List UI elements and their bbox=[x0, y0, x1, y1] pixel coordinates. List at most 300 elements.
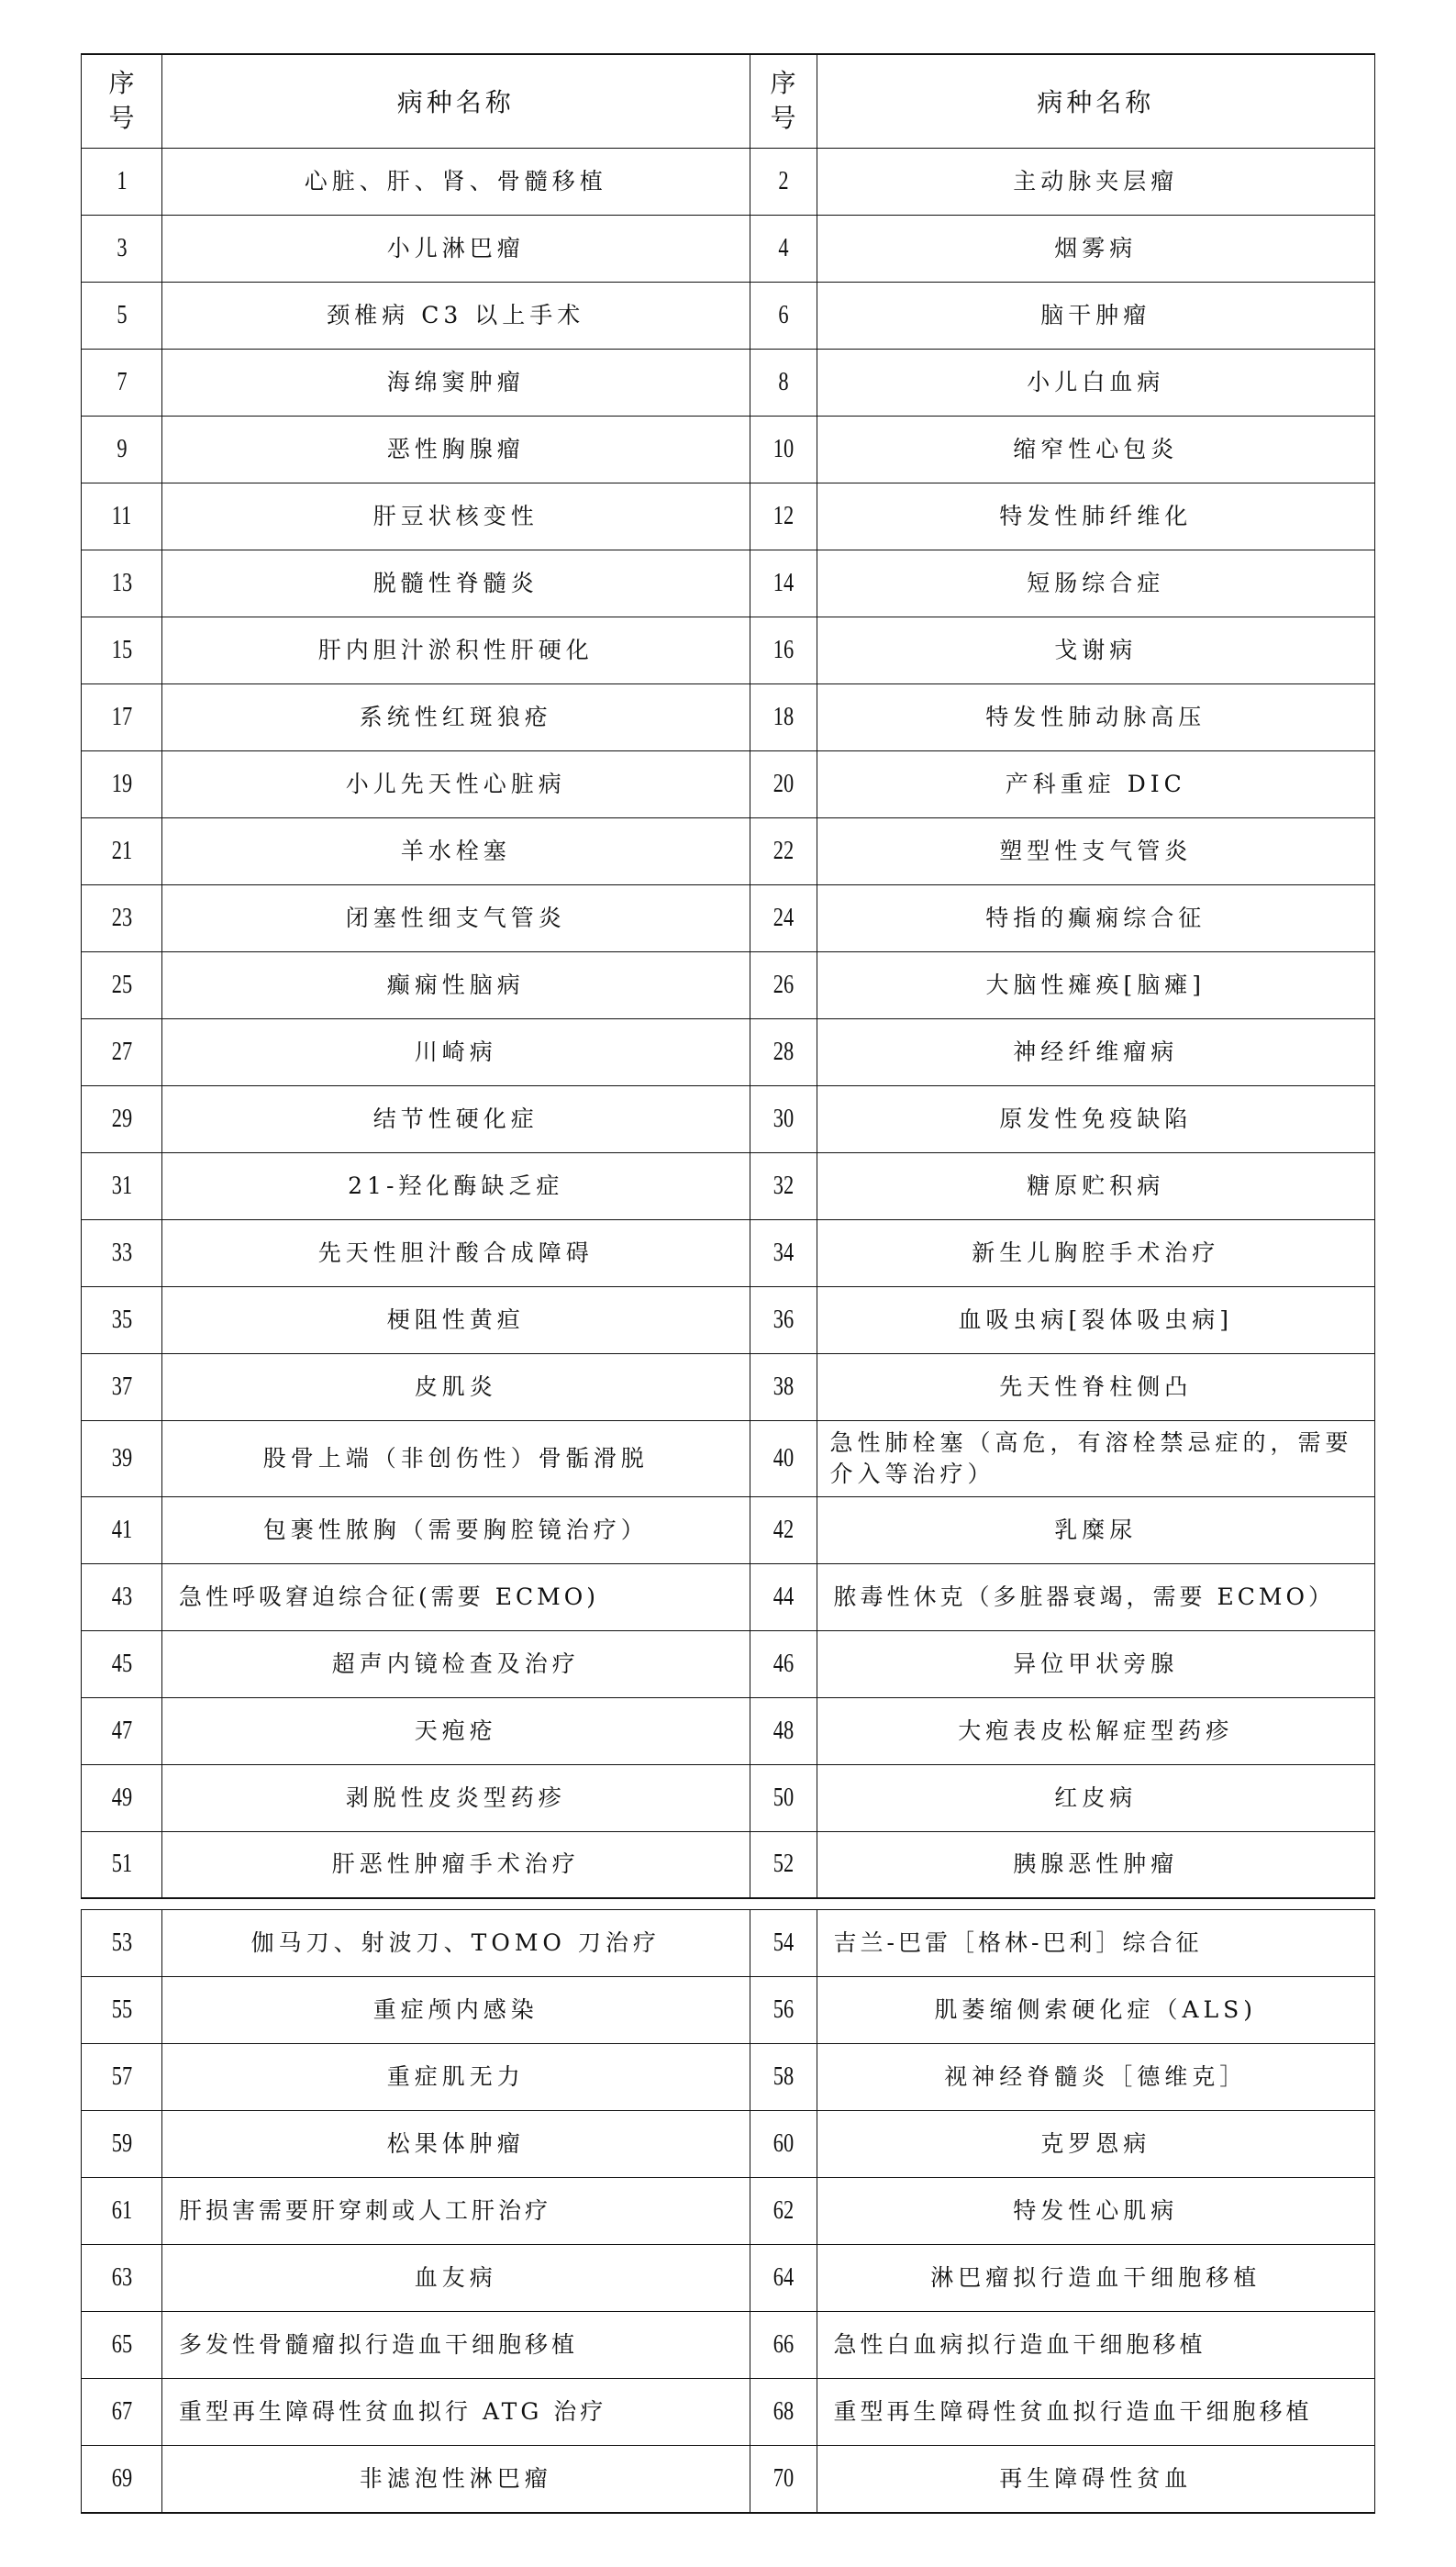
disease-name-cell bbox=[817, 817, 1374, 884]
serial-number-cell bbox=[82, 1977, 162, 2044]
disease-name-cell bbox=[162, 617, 750, 683]
disease-name-cell bbox=[817, 349, 1374, 416]
disease-name-cell bbox=[817, 2245, 1374, 2312]
disease-name-cell bbox=[162, 1085, 750, 1152]
serial-number-cell bbox=[82, 550, 162, 617]
disease-name: 短肠综合症 bbox=[1027, 569, 1165, 596]
serial-number-cell bbox=[82, 2111, 162, 2178]
disease-name-cell bbox=[162, 1563, 750, 1630]
disease-name-cell bbox=[817, 683, 1374, 750]
disease-name-cell bbox=[817, 2379, 1374, 2446]
serial-number-cell bbox=[750, 1831, 817, 1898]
table-row bbox=[82, 817, 1375, 884]
table-row bbox=[82, 2379, 1375, 2446]
disease-name: 特发性肺动脉高压 bbox=[985, 703, 1206, 730]
serial-number-cell bbox=[82, 1018, 162, 1085]
disease-name: 急性白血病拟行造血干细胞移植 bbox=[833, 2331, 1206, 2358]
disease-name: 神经纤维瘤病 bbox=[1013, 1038, 1179, 1065]
serial-number-cell bbox=[82, 1764, 162, 1831]
disease-name: 红皮病 bbox=[1054, 1784, 1138, 1811]
disease-name: 非滤泡性淋巴瘤 bbox=[359, 2464, 552, 2492]
disease-name: 再生障碍性贫血 bbox=[999, 2464, 1193, 2492]
serial-number-cell bbox=[750, 2111, 817, 2178]
disease-name-cell bbox=[162, 550, 750, 617]
disease-name: 小儿先天性心脏病 bbox=[345, 770, 566, 797]
disease-name: 癫痫性脑病 bbox=[386, 971, 525, 998]
serial-number: 62 bbox=[772, 2196, 794, 2225]
table-row bbox=[82, 1563, 1375, 1630]
disease-name: 淋巴瘤拟行造血干细胞移植 bbox=[930, 2264, 1261, 2291]
disease-name: 大脑性瘫痪[脑瘫] bbox=[985, 971, 1206, 998]
disease-name-cell bbox=[162, 1353, 750, 1420]
serial-number-cell bbox=[82, 1353, 162, 1420]
disease-name-cell bbox=[162, 2111, 750, 2178]
serial-number: 23 bbox=[111, 903, 132, 932]
serial-number: 70 bbox=[772, 2463, 794, 2493]
disease-name: 系统性红斑狼疮 bbox=[359, 703, 552, 730]
disease-name: 大疱表皮松解症型药疹 bbox=[958, 1717, 1234, 1744]
disease-name: 塑型性支气管炎 bbox=[999, 837, 1193, 864]
serial-number-cell bbox=[750, 2379, 817, 2446]
serial-number: 8 bbox=[777, 367, 789, 396]
serial-number: 28 bbox=[772, 1037, 794, 1066]
disease-name: 脓毒性休克（多脏器衰竭，需要 ECMO） bbox=[833, 1583, 1335, 1610]
disease-name-cell bbox=[817, 1697, 1374, 1764]
disease-name: 缩窄性心包炎 bbox=[1013, 435, 1179, 462]
serial-number: 51 bbox=[111, 1850, 132, 1879]
serial-number-cell bbox=[750, 483, 817, 550]
serial-number: 14 bbox=[772, 568, 794, 597]
disease-name-cell bbox=[817, 483, 1374, 550]
disease-name-cell bbox=[817, 1496, 1374, 1563]
table-row bbox=[82, 1496, 1375, 1563]
serial-number: 58 bbox=[772, 2062, 794, 2091]
serial-number-cell bbox=[82, 1152, 162, 1219]
serial-number: 47 bbox=[111, 1716, 132, 1745]
serial-number-cell bbox=[82, 349, 162, 416]
serial-number: 19 bbox=[111, 769, 132, 798]
header-disease-name-right: 病种名称 bbox=[817, 54, 1374, 148]
serial-number: 2 bbox=[777, 166, 789, 195]
serial-number-cell bbox=[750, 817, 817, 884]
table-row bbox=[82, 1977, 1375, 2044]
disease-name: 肝恶性肿瘤手术治疗 bbox=[331, 1850, 580, 1878]
serial-number-cell bbox=[750, 1764, 817, 1831]
table-row bbox=[82, 2245, 1375, 2312]
disease-name: 脑干肿瘤 bbox=[1040, 301, 1151, 328]
disease-name-cell bbox=[162, 416, 750, 483]
table-row bbox=[82, 2446, 1375, 2513]
disease-name-cell bbox=[817, 1018, 1374, 1085]
disease-name: 结节性硬化症 bbox=[372, 1105, 539, 1132]
disease-name: 特指的癫痫综合征 bbox=[985, 904, 1206, 931]
serial-number-cell bbox=[82, 483, 162, 550]
disease-name: 糖原贮积病 bbox=[1027, 1172, 1165, 1199]
disease-name: 脱髓性脊髓炎 bbox=[372, 569, 539, 596]
serial-number-cell bbox=[750, 2044, 817, 2111]
disease-name: 克罗恩病 bbox=[1040, 2130, 1151, 2157]
disease-name: 主动脉夹层瘤 bbox=[1013, 167, 1179, 194]
disease-name: 超声内镜检查及治疗 bbox=[331, 1650, 580, 1677]
disease-name-cell bbox=[162, 1764, 750, 1831]
serial-number-cell bbox=[82, 1910, 162, 1977]
serial-number-cell bbox=[750, 1496, 817, 1563]
serial-number: 15 bbox=[111, 635, 132, 664]
serial-number-cell bbox=[750, 1697, 817, 1764]
serial-number-cell bbox=[82, 683, 162, 750]
serial-number-cell bbox=[750, 2245, 817, 2312]
disease-name-cell bbox=[817, 1563, 1374, 1630]
disease-name: 多发性骨髓瘤拟行造血干细胞移植 bbox=[179, 2331, 579, 2358]
serial-number: 3 bbox=[116, 233, 128, 262]
disease-name-cell bbox=[817, 1630, 1374, 1697]
disease-name-cell bbox=[162, 483, 750, 550]
disease-name: 吉兰-巴雷［格林-巴利］综合征 bbox=[833, 1929, 1203, 1956]
table-row bbox=[82, 2111, 1375, 2178]
serial-number-cell bbox=[750, 1977, 817, 2044]
serial-number: 10 bbox=[772, 434, 794, 463]
table-row bbox=[82, 1910, 1375, 1977]
serial-number-cell bbox=[750, 215, 817, 282]
header-serial-number-left: 序 号 bbox=[82, 54, 162, 148]
disease-name: 异位甲状旁腺 bbox=[1013, 1650, 1179, 1677]
table-row bbox=[82, 1831, 1375, 1898]
serial-number-cell bbox=[750, 951, 817, 1018]
serial-number-cell bbox=[750, 683, 817, 750]
disease-name-cell bbox=[817, 148, 1374, 215]
serial-number-cell bbox=[750, 1152, 817, 1219]
disease-name: 烟雾病 bbox=[1054, 234, 1138, 261]
disease-table-part-2 bbox=[81, 1909, 1375, 2514]
serial-number: 66 bbox=[772, 2330, 794, 2359]
serial-number: 11 bbox=[111, 501, 132, 530]
table-row bbox=[82, 1018, 1375, 1085]
table-body bbox=[82, 1910, 1375, 2513]
table-row bbox=[82, 951, 1375, 1018]
disease-name: 肝内胆汁淤积性肝硬化 bbox=[317, 636, 594, 663]
disease-name-cell bbox=[817, 884, 1374, 951]
disease-name: 21-羟化酶缺乏症 bbox=[348, 1172, 564, 1199]
serial-number-cell bbox=[82, 215, 162, 282]
serial-number: 7 bbox=[116, 367, 128, 396]
disease-name: 羊水栓塞 bbox=[400, 837, 511, 864]
serial-number-cell bbox=[750, 884, 817, 951]
serial-number: 12 bbox=[772, 501, 794, 530]
disease-name-cell bbox=[817, 2312, 1374, 2379]
table-row bbox=[82, 1697, 1375, 1764]
serial-number: 54 bbox=[772, 1928, 794, 1957]
serial-number-cell bbox=[82, 1630, 162, 1697]
disease-name: 产科重症 DIC bbox=[1005, 770, 1186, 797]
serial-number-cell bbox=[750, 1219, 817, 1286]
serial-number-cell bbox=[750, 1353, 817, 1420]
table-row bbox=[82, 483, 1375, 550]
disease-name: 特发性肺纤维化 bbox=[999, 502, 1193, 529]
disease-name-cell bbox=[817, 416, 1374, 483]
disease-name-cell bbox=[162, 1152, 750, 1219]
serial-number-cell bbox=[750, 1085, 817, 1152]
serial-number: 31 bbox=[111, 1171, 132, 1200]
table-row bbox=[82, 1085, 1375, 1152]
table-row bbox=[82, 1219, 1375, 1286]
serial-number: 48 bbox=[772, 1716, 794, 1745]
serial-number-cell bbox=[750, 1420, 817, 1496]
table-row bbox=[82, 1630, 1375, 1697]
disease-name-cell bbox=[817, 1977, 1374, 2044]
serial-number: 41 bbox=[111, 1515, 132, 1544]
table-row bbox=[82, 1152, 1375, 1219]
disease-name: 海绵窦肿瘤 bbox=[386, 368, 525, 395]
serial-number: 30 bbox=[772, 1104, 794, 1133]
table-row bbox=[82, 1420, 1375, 1496]
serial-number-cell bbox=[750, 1286, 817, 1353]
table-row bbox=[82, 349, 1375, 416]
disease-name-cell bbox=[817, 1353, 1374, 1420]
disease-name: 先天性脊柱侧凸 bbox=[999, 1372, 1193, 1400]
disease-name: 包裹性脓胸（需要胸腔镜治疗） bbox=[262, 1516, 649, 1543]
disease-name: 重症肌无力 bbox=[386, 2063, 525, 2090]
table-row bbox=[82, 1353, 1375, 1420]
serial-number-cell bbox=[82, 2245, 162, 2312]
table-row bbox=[82, 617, 1375, 683]
disease-name-cell bbox=[162, 2178, 750, 2245]
serial-number: 52 bbox=[772, 1850, 794, 1879]
disease-name-cell bbox=[162, 1496, 750, 1563]
serial-number-cell bbox=[82, 750, 162, 817]
serial-number: 42 bbox=[772, 1515, 794, 1544]
disease-name: 重症颅内感染 bbox=[372, 1996, 539, 2023]
disease-name: 闭塞性细支气管炎 bbox=[345, 904, 566, 931]
disease-name-cell bbox=[162, 215, 750, 282]
serial-number-cell bbox=[82, 1697, 162, 1764]
disease-name-cell bbox=[162, 2044, 750, 2111]
disease-name: 小儿淋巴瘤 bbox=[386, 234, 525, 261]
serial-number: 33 bbox=[111, 1238, 132, 1267]
serial-number: 55 bbox=[111, 1995, 132, 2024]
disease-name-cell bbox=[162, 683, 750, 750]
serial-number-cell bbox=[82, 148, 162, 215]
serial-number: 50 bbox=[772, 1783, 794, 1812]
serial-number: 25 bbox=[111, 970, 132, 999]
disease-name: 视神经脊髓炎［德维克］ bbox=[944, 2063, 1248, 2090]
serial-number: 69 bbox=[111, 2463, 132, 2493]
disease-name: 颈椎病 C3 以上手术 bbox=[327, 301, 585, 328]
serial-number: 64 bbox=[772, 2263, 794, 2292]
table-row bbox=[82, 884, 1375, 951]
serial-number-cell bbox=[750, 750, 817, 817]
serial-number: 67 bbox=[111, 2397, 132, 2426]
disease-name: 川崎病 bbox=[414, 1038, 497, 1065]
disease-name-cell bbox=[817, 1152, 1374, 1219]
disease-name-cell bbox=[162, 1420, 750, 1496]
disease-name: 心脏、肝、肾、骨髓移植 bbox=[304, 167, 607, 194]
serial-number: 27 bbox=[111, 1037, 132, 1066]
table-row bbox=[82, 282, 1375, 349]
disease-name: 乳糜尿 bbox=[1054, 1516, 1138, 1543]
serial-number: 13 bbox=[111, 568, 132, 597]
serial-number: 26 bbox=[772, 970, 794, 999]
disease-name: 重型再生障碍性贫血拟行 ATG 治疗 bbox=[179, 2398, 607, 2425]
disease-name: 新生儿胸腔手术治疗 bbox=[972, 1239, 1220, 1266]
serial-number: 29 bbox=[111, 1104, 132, 1133]
serial-number: 20 bbox=[772, 769, 794, 798]
disease-name: 松果体肿瘤 bbox=[386, 2130, 525, 2157]
table-row bbox=[82, 416, 1375, 483]
disease-name-cell bbox=[817, 215, 1374, 282]
serial-number-cell bbox=[82, 2379, 162, 2446]
disease-name-cell bbox=[817, 1831, 1374, 1898]
disease-name-cell bbox=[817, 951, 1374, 1018]
disease-name: 股骨上端（非创伤性）骨骺滑脱 bbox=[262, 1444, 649, 1472]
disease-name: 急性肺栓塞（高危，有溶栓禁忌症的，需要介入等治疗） bbox=[829, 1428, 1353, 1487]
serial-number: 68 bbox=[772, 2397, 794, 2426]
serial-number: 53 bbox=[111, 1928, 132, 1957]
disease-name-cell bbox=[817, 2111, 1374, 2178]
disease-name-cell bbox=[817, 1085, 1374, 1152]
table-row bbox=[82, 2044, 1375, 2111]
serial-number: 37 bbox=[111, 1372, 132, 1401]
disease-name-cell bbox=[162, 1977, 750, 2044]
disease-name: 恶性胸腺瘤 bbox=[386, 435, 525, 462]
serial-number-cell bbox=[82, 416, 162, 483]
table-row bbox=[82, 683, 1375, 750]
serial-number: 6 bbox=[777, 300, 789, 329]
serial-number: 16 bbox=[772, 635, 794, 664]
serial-number: 1 bbox=[116, 166, 128, 195]
table-row bbox=[82, 550, 1375, 617]
disease-name-cell bbox=[817, 1764, 1374, 1831]
serial-number: 57 bbox=[111, 2062, 132, 2091]
disease-name: 重型再生障碍性贫血拟行造血干细胞移植 bbox=[833, 2398, 1313, 2425]
table-header-row bbox=[82, 54, 1375, 148]
serial-number-cell bbox=[82, 1496, 162, 1563]
disease-name-cell bbox=[817, 2446, 1374, 2513]
disease-name-cell bbox=[817, 1219, 1374, 1286]
disease-name-cell bbox=[162, 1831, 750, 1898]
disease-name-cell bbox=[162, 148, 750, 215]
serial-number: 36 bbox=[772, 1305, 794, 1334]
disease-name-cell bbox=[162, 884, 750, 951]
serial-number-cell bbox=[750, 1630, 817, 1697]
disease-name: 原发性免疫缺陷 bbox=[999, 1105, 1193, 1132]
disease-name: 伽马刀、射波刀、TOMO 刀治疗 bbox=[250, 1929, 661, 1956]
disease-name-cell bbox=[162, 349, 750, 416]
disease-name-cell bbox=[162, 2245, 750, 2312]
serial-number: 39 bbox=[111, 1443, 132, 1472]
disease-name: 肝豆状核变性 bbox=[372, 502, 539, 529]
disease-name-cell bbox=[162, 817, 750, 884]
serial-number-cell bbox=[750, 282, 817, 349]
disease-name: 胰腺恶性肿瘤 bbox=[1013, 1850, 1179, 1878]
table-row bbox=[82, 2312, 1375, 2379]
disease-name: 剥脱性皮炎型药疹 bbox=[345, 1784, 566, 1811]
serial-number-cell bbox=[82, 2312, 162, 2379]
serial-number-cell bbox=[82, 1085, 162, 1152]
disease-name-cell bbox=[162, 2446, 750, 2513]
serial-number-cell bbox=[750, 2446, 817, 2513]
disease-name-cell bbox=[817, 2044, 1374, 2111]
serial-number: 32 bbox=[772, 1171, 794, 1200]
disease-name-cell bbox=[817, 1910, 1374, 1977]
serial-number: 9 bbox=[116, 434, 128, 463]
table-row bbox=[82, 1764, 1375, 1831]
disease-name: 肝损害需要肝穿刺或人工肝治疗 bbox=[179, 2197, 552, 2224]
serial-number-cell bbox=[82, 2446, 162, 2513]
disease-name-cell bbox=[817, 550, 1374, 617]
serial-number: 38 bbox=[772, 1372, 794, 1401]
serial-number: 59 bbox=[111, 2129, 132, 2158]
serial-number-cell bbox=[82, 1831, 162, 1898]
serial-number-cell bbox=[82, 282, 162, 349]
disease-name: 血友病 bbox=[414, 2264, 497, 2291]
disease-name-cell bbox=[162, 951, 750, 1018]
disease-name-cell bbox=[162, 1630, 750, 1697]
disease-name: 戈谢病 bbox=[1054, 636, 1138, 663]
serial-number-cell bbox=[750, 617, 817, 683]
disease-name: 梗阻性黄疸 bbox=[386, 1306, 525, 1333]
serial-number: 34 bbox=[772, 1238, 794, 1267]
serial-number-cell bbox=[82, 617, 162, 683]
serial-number-cell bbox=[750, 416, 817, 483]
table-body bbox=[82, 148, 1375, 1898]
disease-name: 肌萎缩侧索硬化症（ALS) bbox=[934, 1996, 1258, 2023]
header-serial-number-right: 序 号 bbox=[750, 54, 817, 148]
disease-name-cell bbox=[817, 1420, 1374, 1496]
serial-number: 43 bbox=[111, 1582, 132, 1611]
serial-number-cell bbox=[82, 1286, 162, 1353]
disease-name-cell bbox=[162, 2379, 750, 2446]
serial-number: 44 bbox=[772, 1582, 794, 1611]
serial-number: 40 bbox=[772, 1443, 794, 1472]
serial-number-cell bbox=[750, 1018, 817, 1085]
serial-number-cell bbox=[82, 951, 162, 1018]
serial-number-cell bbox=[750, 148, 817, 215]
serial-number: 60 bbox=[772, 2129, 794, 2158]
disease-name-cell bbox=[162, 282, 750, 349]
serial-number-cell bbox=[750, 2312, 817, 2379]
serial-number: 18 bbox=[772, 702, 794, 731]
serial-number: 4 bbox=[777, 233, 789, 262]
table-row bbox=[82, 750, 1375, 817]
disease-name: 皮肌炎 bbox=[414, 1372, 497, 1400]
disease-name-cell bbox=[162, 2312, 750, 2379]
disease-name-cell bbox=[162, 1018, 750, 1085]
serial-number-cell bbox=[82, 2178, 162, 2245]
serial-number: 49 bbox=[111, 1783, 132, 1812]
disease-name: 先天性胆汁酸合成障碍 bbox=[317, 1239, 594, 1266]
serial-number: 17 bbox=[111, 702, 132, 731]
disease-name-cell bbox=[817, 2178, 1374, 2245]
table-row bbox=[82, 148, 1375, 215]
serial-number-cell bbox=[82, 2044, 162, 2111]
header-disease-name-left: 病种名称 bbox=[162, 54, 750, 148]
serial-number: 5 bbox=[116, 300, 128, 329]
serial-number: 61 bbox=[111, 2196, 132, 2225]
table-row bbox=[82, 215, 1375, 282]
disease-name: 特发性心肌病 bbox=[1013, 2197, 1179, 2224]
serial-number: 45 bbox=[111, 1649, 132, 1678]
serial-number: 63 bbox=[111, 2263, 132, 2292]
serial-number: 35 bbox=[111, 1305, 132, 1334]
disease-name-cell bbox=[162, 750, 750, 817]
disease-name: 急性呼吸窘迫综合征(需要 ECMO) bbox=[179, 1583, 599, 1610]
serial-number: 46 bbox=[772, 1649, 794, 1678]
disease-name-cell bbox=[162, 1697, 750, 1764]
serial-number: 24 bbox=[772, 903, 794, 932]
table-row bbox=[82, 1286, 1375, 1353]
serial-number: 56 bbox=[772, 1995, 794, 2024]
serial-number: 22 bbox=[772, 836, 794, 865]
